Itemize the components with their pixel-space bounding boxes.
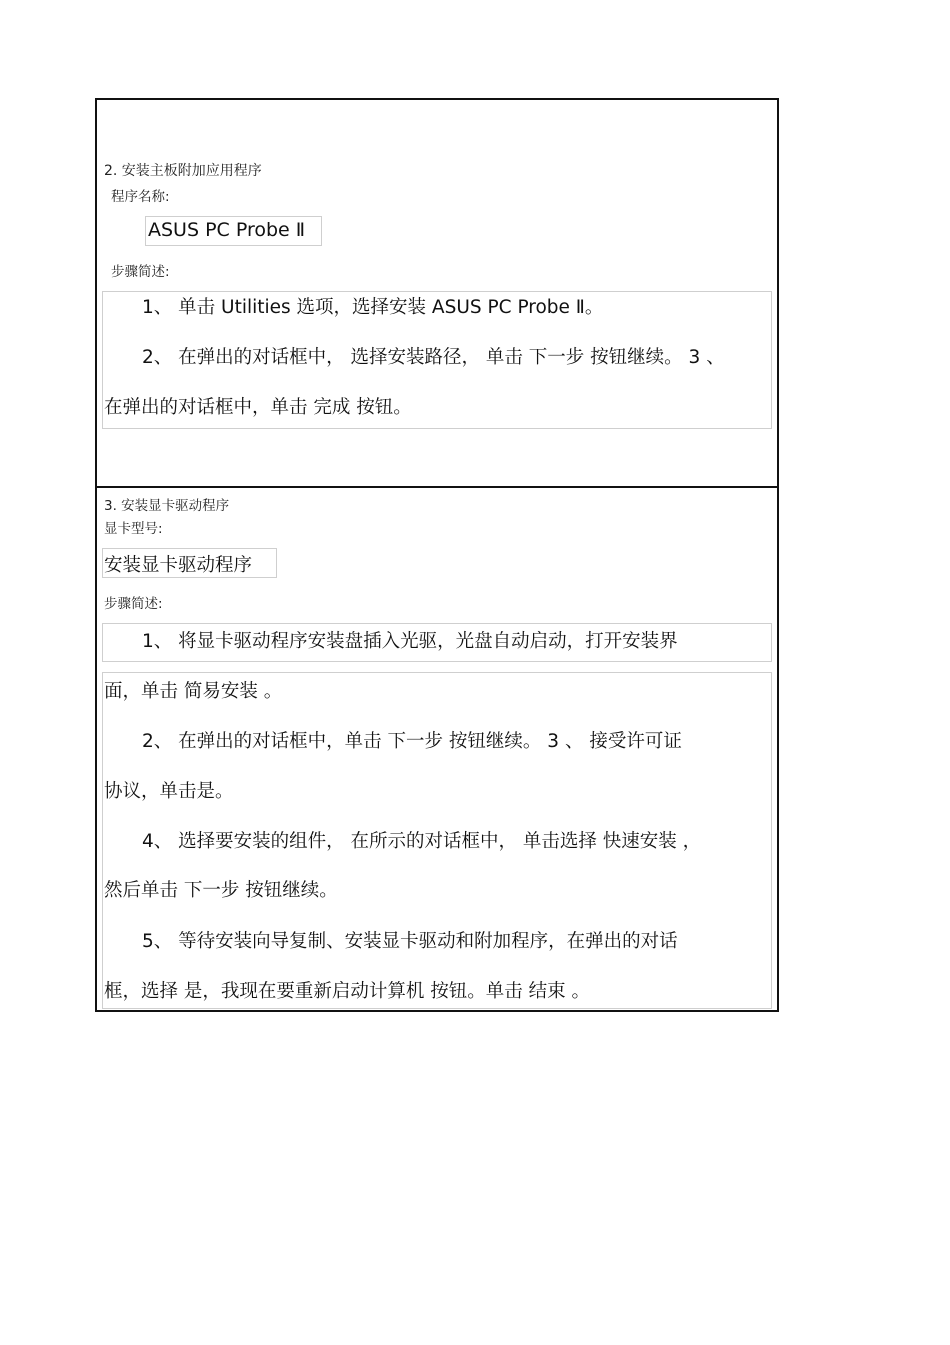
program-name-label: 程序名称: <box>111 189 170 205</box>
section-2-steps-label: 步骤简述: <box>111 264 170 280</box>
section-2-step-line-1: 1、 单击 Utilities 选项，选择安装 ASUS PC Probe Ⅱ。 <box>142 297 604 318</box>
section-3-step-line-7: 5、 等待安装向导复制、安装显卡驱动和附加程序，在弹出的对话 <box>142 931 678 952</box>
section-2-step-line-2: 2、 在弹出的对话框中， 选择安装路径， 单击 下一步 按钮继续。 3 、 <box>142 347 725 368</box>
section-3-step-line-8: 框，选择 是，我现在要重新启动计算机 按钮。单击 结束 。 <box>104 981 591 1002</box>
section-3-step-line-5: 4、 选择要安装的组件， 在所示的对话框中， 单击选择 快速安装 ， <box>142 831 702 852</box>
section-3-step-line-4: 协议，单击是。 <box>104 781 234 802</box>
section-3-step-line-6: 然后单击 下一步 按钮继续。 <box>104 880 338 901</box>
section-3-step-line-3: 2、 在弹出的对话框中，单击 下一步 按钮继续。 3 、 接受许可证 <box>142 731 682 752</box>
card-model-label: 显卡型号: <box>104 521 163 537</box>
section-3-step-line-1: 1、 将显卡驱动程序安装盘插入光驱，光盘自动启动，打开安装界 <box>142 631 678 652</box>
section-3-title: 3. 安装显卡驱动程序 <box>104 498 230 514</box>
section-2-title: 2. 安装主板附加应用程序 <box>104 163 262 179</box>
card-model-value: 安装显卡驱动程序 <box>104 555 253 576</box>
section-3-steps-label: 步骤简述: <box>104 596 163 612</box>
section-2-step-line-3: 在弹出的对话框中，单击 完成 按钮。 <box>104 397 412 418</box>
program-name-value: ASUS PC Probe Ⅱ <box>148 219 306 241</box>
section-3-step-line-2: 面，单击 简易安装 。 <box>104 681 283 702</box>
